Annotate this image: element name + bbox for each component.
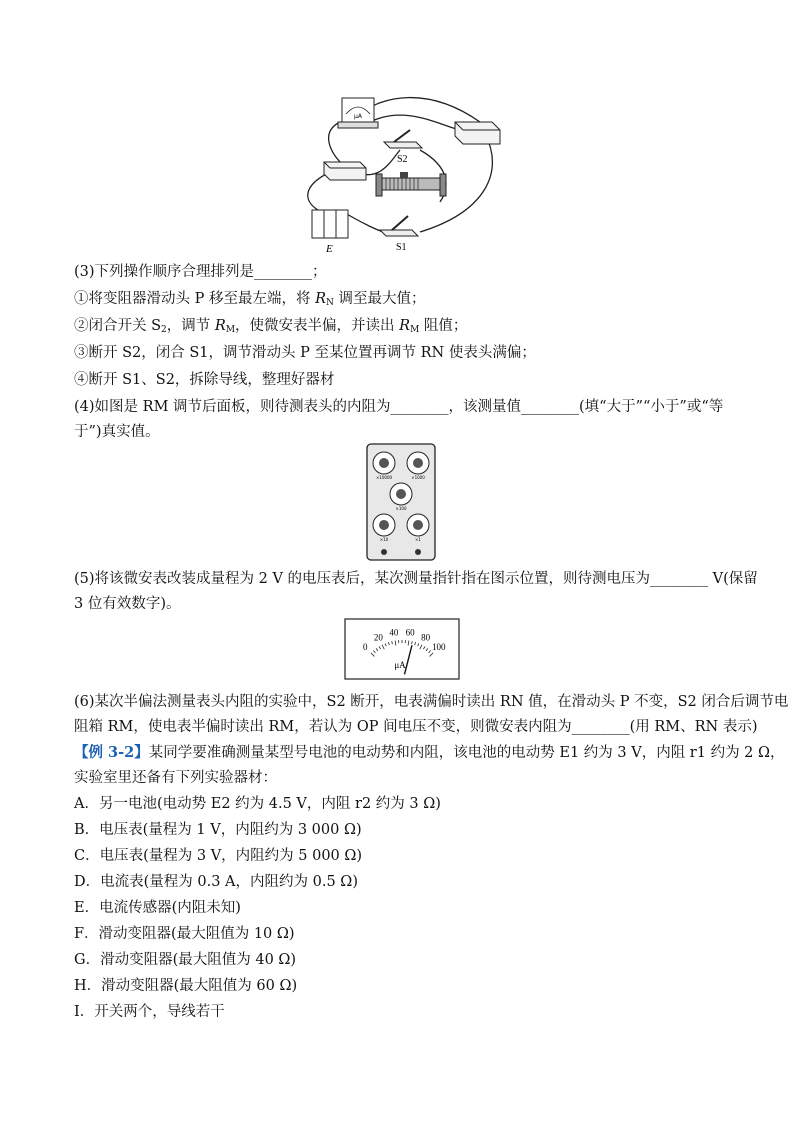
q3-option-2-sub-c: M	[410, 325, 420, 335]
q3-option-4: ④断开 S1、S2，拆除导线，整理好器材	[74, 372, 335, 388]
example-item-f: F．滑动变阻器(最大阻值为 10 Ω)	[74, 926, 295, 942]
switch-s2	[384, 130, 422, 148]
q4-line-1: (4)如图是 RM 调节后面板，则待测表头的内阻为________，该测量值________(填“大于”“小于”或“等	[74, 399, 724, 415]
q6-line-1: (6)某次半偏法测量表头内阻的实验中，S2 断开，电表满偏时读出 RN 值，在滑动头 P 不变，S2 闭合后调节电	[74, 694, 789, 710]
s2-label: S2	[397, 154, 408, 165]
rheostat-device	[376, 172, 446, 196]
example-item-d: D．电流表(量程为 0.3 A，内阻约为 0.5 Ω)	[74, 874, 358, 890]
dial-1-label: ×10000	[375, 475, 393, 480]
meter-unit: μA	[394, 660, 406, 670]
q3-option-1-text-a: ①将变阻器滑动头 P 移至最左端，将	[74, 291, 316, 307]
q6-line-2: 阻箱 RM，使电表半偏时读出 RM，若认为 OP 间电压不变，则微安表内阻为________(用 RM、RN 表示)	[74, 719, 758, 735]
dial-3	[390, 483, 412, 505]
dial-2	[407, 452, 429, 474]
q3-option-1-var: R	[315, 291, 327, 307]
q3-option-2-var-b: R	[399, 318, 411, 334]
q3-stem-text: (3)下列操作顺序合理排列是	[74, 264, 255, 280]
q3-option-2	[74, 316, 467, 340]
meter-scale-label: 100	[432, 642, 446, 653]
meter-scale-label: 60	[405, 627, 415, 638]
terminal-right	[415, 549, 421, 555]
meter-scale-label: 0	[362, 642, 368, 653]
microammeter-device	[338, 98, 378, 128]
example-line-2: 实验室里还备有下列实验器材：	[74, 770, 277, 786]
meter-scale-label: 80	[421, 632, 431, 643]
dial-1	[373, 452, 395, 474]
q3-option-1-sub: N	[326, 298, 334, 308]
q3-stem-suffix: ；	[312, 264, 327, 280]
q3-option-1-text-b: 调至最大值；	[333, 291, 426, 307]
meter-scale-label: 40	[389, 627, 399, 638]
example-intro: 某同学要准确测量某型号电池的电动势和内阻，该电池的电动势 E1 约为 3 V，内阻 r1 约为 2 Ω，	[148, 745, 785, 761]
microammeter-dial	[344, 618, 460, 680]
q3-option-2-var-a: R	[214, 318, 226, 334]
dial-5	[407, 514, 429, 536]
switch-s1	[380, 216, 418, 236]
q3-option-2-sub-b: M	[225, 325, 236, 335]
example-item-g: G．滑动变阻器(最大阻值为 40 Ω)	[74, 952, 297, 968]
q3-answer-blank[interactable]: ________	[254, 264, 313, 280]
meter-scale-label: 20	[373, 632, 383, 643]
example-item-h: H．滑动变阻器(最大阻值为 60 Ω)	[74, 978, 298, 994]
resistance-box-panel	[366, 443, 436, 561]
q3-stem	[74, 262, 327, 282]
example-tag: 【例 3-2】	[74, 744, 149, 761]
battery-label: E	[326, 243, 333, 255]
q3-option-2-text-c: ，使微安表半偏，并读出	[235, 318, 400, 334]
q5-line-2: 3 位有效数字)。	[74, 596, 181, 612]
q3-option-3: ③断开 S2，闭合 S1，调节滑动头 P 至某位置再调节 RN 使表头满偏；	[74, 345, 536, 361]
q5-line-1: (5)将该微安表改装成量程为 2 V 的电压表后，某次测量指针指在图示位置，则待测电压为________ V(保留	[74, 571, 758, 587]
resistor-box-right	[455, 122, 500, 144]
example-item-i: I．开关两个，导线若干	[74, 1004, 225, 1020]
resistor-box-left	[324, 162, 366, 180]
q3-option-1	[74, 289, 426, 313]
q3-option-2-text-b: ，调节	[166, 318, 215, 334]
example-item-b: B．电压表(量程为 1 V，内阻约为 3 000 Ω)	[74, 822, 362, 838]
circuit-apparatus-figure	[300, 92, 510, 257]
dial-4-label: ×10	[379, 537, 389, 542]
svg-text:μA: μA	[354, 113, 362, 120]
q3-option-2-text-d: 阻值；	[419, 318, 468, 334]
example-item-c: C．电压表(量程为 3 V，内阻约为 5 000 Ω)	[74, 848, 363, 864]
s1-label: S1	[396, 242, 407, 253]
q4-line-2: 于”)真实值。	[74, 424, 160, 440]
q3-option-2-sub-a: 2	[161, 325, 167, 335]
terminal-left	[381, 549, 387, 555]
example-item-e: E．电流传感器(内阻未知)	[74, 900, 241, 916]
battery-device	[312, 210, 348, 238]
dial-5-label: ×1	[415, 537, 421, 542]
dial-2-label: ×1000	[411, 475, 425, 480]
dial-3-label: ×100	[395, 506, 407, 511]
dial-4	[373, 514, 395, 536]
q3-option-2-text-a: ②闭合开关 S	[74, 318, 162, 334]
example-line-1	[74, 743, 785, 763]
example-item-a: A．另一电池(电动势 E2 约为 4.5 V，内阻 r2 约为 3 Ω)	[74, 796, 441, 812]
